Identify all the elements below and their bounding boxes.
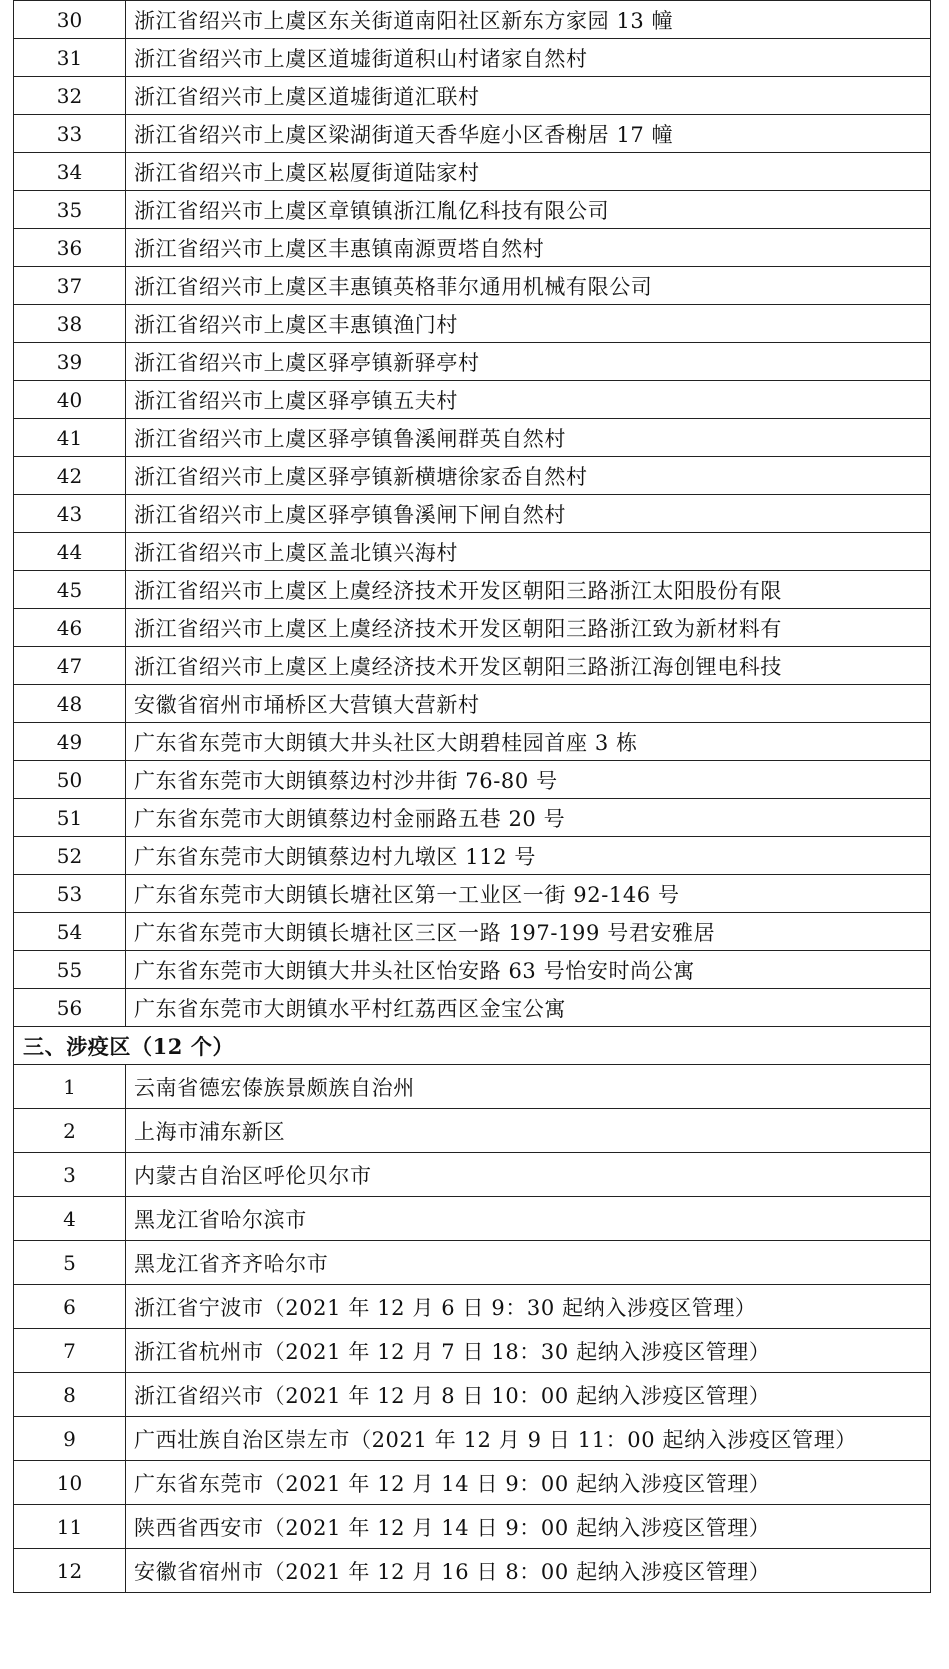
row-number: 4 bbox=[14, 1197, 126, 1241]
table-row bbox=[14, 1329, 931, 1373]
row-address: 广东省东莞市大朗镇蔡边村沙井街 76-80 号 bbox=[126, 761, 931, 799]
row-number: 43 bbox=[14, 495, 126, 533]
table-row bbox=[14, 875, 931, 913]
row-address: 广东省东莞市大朗镇大井头社区大朗碧桂园首座 3 栋 bbox=[126, 723, 931, 761]
table-row bbox=[14, 1241, 931, 1285]
row-number: 50 bbox=[14, 761, 126, 799]
row-number: 33 bbox=[14, 115, 126, 153]
row-number: 45 bbox=[14, 571, 126, 609]
section-row bbox=[14, 1027, 931, 1065]
row-address: 上海市浦东新区 bbox=[126, 1109, 931, 1153]
row-number: 3 bbox=[14, 1153, 126, 1197]
table-row bbox=[14, 1065, 931, 1109]
row-number: 6 bbox=[14, 1285, 126, 1329]
row-address: 浙江省绍兴市上虞区章镇镇浙江胤亿科技有限公司 bbox=[126, 191, 931, 229]
row-number: 49 bbox=[14, 723, 126, 761]
row-number: 51 bbox=[14, 799, 126, 837]
row-address: 浙江省绍兴市上虞区道墟街道积山村诸家自然村 bbox=[126, 39, 931, 77]
table-row bbox=[14, 951, 931, 989]
table-row bbox=[14, 115, 931, 153]
row-number: 5 bbox=[14, 1241, 126, 1285]
row-number: 10 bbox=[14, 1461, 126, 1505]
row-address: 浙江省绍兴市上虞区丰惠镇南源贾塔自然村 bbox=[126, 229, 931, 267]
row-address: 浙江省绍兴市上虞区崧厦街道陆家村 bbox=[126, 153, 931, 191]
table-row bbox=[14, 1373, 931, 1417]
row-number: 37 bbox=[14, 267, 126, 305]
table-row bbox=[14, 343, 931, 381]
row-address: 浙江省绍兴市上虞区驿亭镇新驿亭村 bbox=[126, 343, 931, 381]
row-address: 安徽省宿州市埇桥区大营镇大营新村 bbox=[126, 685, 931, 723]
row-number: 32 bbox=[14, 77, 126, 115]
row-number: 35 bbox=[14, 191, 126, 229]
row-address: 广东省东莞市大朗镇蔡边村金丽路五巷 20 号 bbox=[126, 799, 931, 837]
row-address: 浙江省绍兴市上虞区梁湖街道天香华庭小区香榭居 17 幢 bbox=[126, 115, 931, 153]
row-number: 52 bbox=[14, 837, 126, 875]
row-address: 浙江省绍兴市上虞区丰惠镇渔门村 bbox=[126, 305, 931, 343]
row-number: 44 bbox=[14, 533, 126, 571]
row-address: 黑龙江省齐齐哈尔市 bbox=[126, 1241, 931, 1285]
row-address: 浙江省绍兴市上虞区丰惠镇英格菲尔通用机械有限公司 bbox=[126, 267, 931, 305]
table-row bbox=[14, 1, 931, 39]
row-address: 浙江省绍兴市上虞区道墟街道汇联村 bbox=[126, 77, 931, 115]
table-row bbox=[14, 913, 931, 951]
row-number: 36 bbox=[14, 229, 126, 267]
row-address: 广西壮族自治区崇左市（2021 年 12 月 9 日 11：00 起纳入涉疫区管理） bbox=[126, 1417, 931, 1461]
row-address: 广东省东莞市大朗镇长塘社区三区一路 197-199 号君安雅居 bbox=[126, 913, 931, 951]
table-row bbox=[14, 229, 931, 267]
row-number: 40 bbox=[14, 381, 126, 419]
table-row bbox=[14, 1417, 931, 1461]
row-address: 内蒙古自治区呼伦贝尔市 bbox=[126, 1153, 931, 1197]
table-row bbox=[14, 1197, 931, 1241]
table-row bbox=[14, 761, 931, 799]
row-number: 53 bbox=[14, 875, 126, 913]
section-heading: 三、涉疫区（12 个） bbox=[14, 1027, 931, 1065]
table-row bbox=[14, 1153, 931, 1197]
row-address: 浙江省绍兴市上虞区驿亭镇五夫村 bbox=[126, 381, 931, 419]
row-address: 黑龙江省哈尔滨市 bbox=[126, 1197, 931, 1241]
table-row bbox=[14, 571, 931, 609]
row-number: 34 bbox=[14, 153, 126, 191]
table-row bbox=[14, 1109, 931, 1153]
row-number: 30 bbox=[14, 1, 126, 39]
table-row bbox=[14, 153, 931, 191]
table-row bbox=[14, 1285, 931, 1329]
row-number: 12 bbox=[14, 1549, 126, 1593]
row-number: 11 bbox=[14, 1505, 126, 1549]
row-number: 8 bbox=[14, 1373, 126, 1417]
row-address: 浙江省绍兴市上虞区盖北镇兴海村 bbox=[126, 533, 931, 571]
area-list-table bbox=[13, 0, 931, 1593]
table-row bbox=[14, 723, 931, 761]
row-address: 浙江省绍兴市上虞区上虞经济技术开发区朝阳三路浙江太阳股份有限 bbox=[126, 571, 931, 609]
table-row bbox=[14, 685, 931, 723]
table-row bbox=[14, 39, 931, 77]
area-list-body bbox=[14, 1, 931, 1593]
row-address: 浙江省绍兴市上虞区上虞经济技术开发区朝阳三路浙江海创锂电科技 bbox=[126, 647, 931, 685]
row-address: 广东省东莞市大朗镇蔡边村九墩区 112 号 bbox=[126, 837, 931, 875]
table-row bbox=[14, 457, 931, 495]
row-address: 安徽省宿州市（2021 年 12 月 16 日 8：00 起纳入涉疫区管理） bbox=[126, 1549, 931, 1593]
row-address: 陕西省西安市（2021 年 12 月 14 日 9：00 起纳入涉疫区管理） bbox=[126, 1505, 931, 1549]
row-number: 1 bbox=[14, 1065, 126, 1109]
row-address: 广东省东莞市大朗镇大井头社区怡安路 63 号怡安时尚公寓 bbox=[126, 951, 931, 989]
row-address: 浙江省杭州市（2021 年 12 月 7 日 18：30 起纳入涉疫区管理） bbox=[126, 1329, 931, 1373]
table-row bbox=[14, 495, 931, 533]
row-number: 42 bbox=[14, 457, 126, 495]
table-row bbox=[14, 419, 931, 457]
table-row bbox=[14, 609, 931, 647]
table-row bbox=[14, 267, 931, 305]
table-row bbox=[14, 799, 931, 837]
row-address: 云南省德宏傣族景颇族自治州 bbox=[126, 1065, 931, 1109]
row-address: 浙江省宁波市（2021 年 12 月 6 日 9：30 起纳入涉疫区管理） bbox=[126, 1285, 931, 1329]
row-number: 2 bbox=[14, 1109, 126, 1153]
row-number: 56 bbox=[14, 989, 126, 1027]
row-number: 55 bbox=[14, 951, 126, 989]
table-row bbox=[14, 305, 931, 343]
table-row bbox=[14, 989, 931, 1027]
table-row bbox=[14, 1461, 931, 1505]
table-row bbox=[14, 77, 931, 115]
table-row bbox=[14, 533, 931, 571]
row-address: 浙江省绍兴市上虞区上虞经济技术开发区朝阳三路浙江致为新材料有 bbox=[126, 609, 931, 647]
row-address: 广东省东莞市大朗镇水平村红荔西区金宝公寓 bbox=[126, 989, 931, 1027]
row-number: 47 bbox=[14, 647, 126, 685]
row-number: 7 bbox=[14, 1329, 126, 1373]
row-address: 浙江省绍兴市（2021 年 12 月 8 日 10：00 起纳入涉疫区管理） bbox=[126, 1373, 931, 1417]
row-address: 浙江省绍兴市上虞区驿亭镇鲁溪闸群英自然村 bbox=[126, 419, 931, 457]
row-number: 46 bbox=[14, 609, 126, 647]
row-number: 41 bbox=[14, 419, 126, 457]
row-number: 31 bbox=[14, 39, 126, 77]
row-number: 54 bbox=[14, 913, 126, 951]
table-row bbox=[14, 1549, 931, 1593]
table-row bbox=[14, 1505, 931, 1549]
row-address: 浙江省绍兴市上虞区驿亭镇鲁溪闸下闸自然村 bbox=[126, 495, 931, 533]
table-row bbox=[14, 647, 931, 685]
table-row bbox=[14, 381, 931, 419]
row-address: 广东省东莞市大朗镇长塘社区第一工业区一街 92-146 号 bbox=[126, 875, 931, 913]
row-address: 广东省东莞市（2021 年 12 月 14 日 9：00 起纳入涉疫区管理） bbox=[126, 1461, 931, 1505]
row-address: 浙江省绍兴市上虞区驿亭镇新横塘徐家岙自然村 bbox=[126, 457, 931, 495]
table-row bbox=[14, 837, 931, 875]
table-row bbox=[14, 191, 931, 229]
row-address: 浙江省绍兴市上虞区东关街道南阳社区新东方家园 13 幢 bbox=[126, 1, 931, 39]
row-number: 38 bbox=[14, 305, 126, 343]
row-number: 9 bbox=[14, 1417, 126, 1461]
row-number: 48 bbox=[14, 685, 126, 723]
row-number: 39 bbox=[14, 343, 126, 381]
